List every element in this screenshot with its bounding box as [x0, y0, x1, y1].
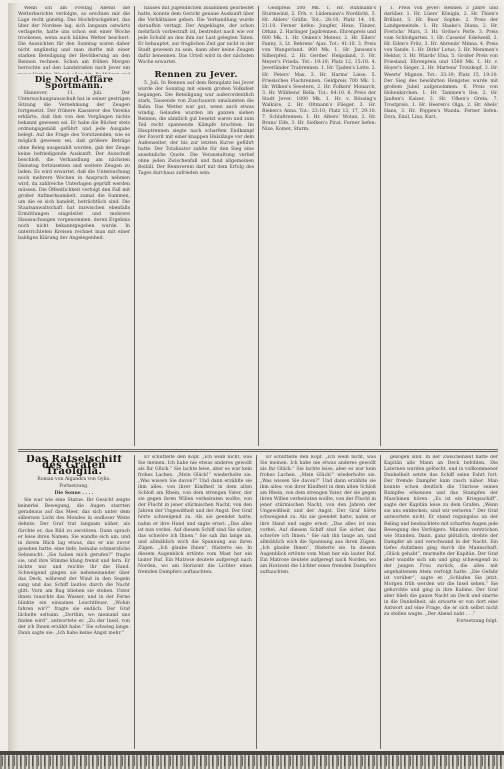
roman-text: gezogen sind. In der Zwischenzeit hatte der Kapitän alle Mann an Deck befohlen. Die Laternen wurden gelöscht, und in vollkommener Dunkelheit setzte das Schiff seine Fahrt fort. Der fremde Dampfer kam rasch näher. Man konnte schon deutlich die Umrisse seines Rumpfes erkennen und das Stampfen der Maschinen hören. „Es ist ein Kriegsschiff“, sagte der Kapitän leise zu dem Grafen. „Wenn sie uns entdecken, sind wir verloren.“ Der Graf antwortete nicht. Er stand regungslos an der Reling und beobachtete mit scharfen Augen jede Bewegung des Verfolgers. Minuten verstrichen wie Stunden. Dann, ganz plötzlich, drehte der Dampfer ab und verschwand in der Nacht. Ein tiefes Aufatmen ging durch die Mannschaft. „Glück gehabt“, murmelte der Kapitän. Der Graf aber wandte sich um und ging schweigend zu der jungen Frau zurück, die alles mit angehaltenem Atem verfolgt hatte. „Die Gefahr ist vorüber“, sagte er. „Schlafen Sie jetzt. Morgen früh werden wir die Insel sehen.“ Sie gehorchte und ging in ihre Kabine. Der Graf aber blieb die ganze Nacht an Deck und starrte in die Dunkelheit, als erwarte er von dort eine Antwort auf eine Frage, die er sich selbst nicht zu stellen wagte. „Der Abend naht . . .“ [384, 455, 498, 618]
article-text: Hannover, 11. Juli. Der Untersuchungsausschuß hat in seiner gestrigen Sitzung die Vernehmung der Zeugen fortgesetzt. Der frühere Kassierer des Vereins erklärte, daß ihm von den Vorgängen nichts bekannt gewesen sei. Er habe die Bücher stets ordnungsgemäß geführt und jede Ausgabe belegt. Auf die Frage des Vorsitzenden, wie es möglich gewesen sei, daß größere Beträge ohne Beleg ausgezahlt wurden, gab der Zeuge keine befriedigende Auskunft. Der Ausschuß beschloß, die Verhandlung am nächsten Dienstag fortzusetzen und weitere Zeugen zu laden. Es wird erwartet, daß die Untersuchung noch mehrere Wochen in Anspruch nehmen wird, da zahlreiche Unterlagen geprüft werden müssen. Die Öffentlichkeit verfolgt den Fall mit großer Aufmerksamkeit, zumal die Summen, um die es sich handelt, beträchtlich sind. Die Staatsanwaltschaft hat inzwischen ebenfalls Ermittlungen eingeleitet und mehrere Haussuchungen vorgenommen, deren Ergebnis noch nicht bekanntgegeben wurde. In unterrichteten Kreisen rechnet man mit einer baldigen Klärung der Angelegenheit. [18, 91, 130, 242]
roman-text: Er schüttelte den Kopf. „Ich weiß nicht, was Sie meinen. Ich habe nie etwas anderes gewollt als Ihr Glück.“ Sie lachte leise, aber es war kein frohes Lachen. „Mein Glück!“ wiederholte sie. „Was wissen Sie davon?“ Und dann erzählte sie ihm alles: von ihrer Kindheit in dem alten Schloß am Rhein, von dem strengen Vater, der sie gegen ihren Willen verheiraten wollte, von der Flucht in jener stürmischen Nacht, von den Jahren der Ungewißheit und der Angst. Der Graf hörte schweigend zu. Als sie geendet hatte, nahm er ihre Hand und sagte ernst: „Das alles ist nun vorbei. Auf diesem Schiff sind Sie sicher, das schwöre ich Ihnen.“ Sie sah ihn lange an, und allmählich wich die Spannung aus ihren Zügen. „Ich glaube Ihnen“, flüsterte sie. In diesem Augenblick ertönte vom Mast her ein lauter Ruf. Ein Matrose deutete aufgeregt nach Norden, wo am Horizont die Lichter eines fremden Dampfers auftauchten. [260, 455, 376, 575]
roman-part: Fortsetzung. [59, 484, 89, 490]
feuilleton-column-3 [260, 455, 376, 749]
column-rule [256, 455, 257, 749]
column-2 [138, 6, 254, 446]
race-results: 1. Preis von Jever: Rennen 3 Jahre und darüber. 1. Hr. Lüers' Königin, 2. Hr. Thien's Brillant, 3. Hr. Buss' Sophie. 2. Preis der Landgemeinde. 1. Hr. Haake's Diana, 2. Hr. Frerichs' Mars, 3. Hr. Gröne's Perle. 3. Preis vom Schloßgarten. 1. Hr. Cassens' Edelweiß, 2. Hr. Eden's Fritz, 3. Hr. Ahrends' Minna. 4. Preis von Sande. 1. Hr. Dirks' Lotus, 2. Hr. Memmen's Hektor, 3. Hr. Wiards' Elsa. 5. Großer Preis von Friesland. Ehrenpreis und 1500 Mk. 1. Hr. v. Hoyer's Sieger, 2. Hr. Martens' Trotzkopf, 3. Hr. Weerts' Mignon. Tot.: 33:10; Platz 15, 19:10. Der Sieg des bewährten Hengstes wurde mit großem Jubel aufgenommen. 6. Preis von Hohenkirchen. 1. Hr. Tammen's Ilse, 2. Hr. Janßen's Kaiser, 3. Hr. Ufken's Greta. 7. Trostpreis. 1. Hr. Heeren's Olga, 2. Hr. Abels' Hans, 3. Hr. Poppen's Wanda. Ferner liefen: Dora, Emil, Lina, Kurt. [384, 6, 498, 120]
roman-text: Er schüttelte den Kopf. „Ich weiß nicht, was Sie meinen. Ich habe nie etwas anderes gewollt als Ihr Glück.“ Sie lachte leise, aber es war kein frohes Lachen. „Mein Glück!“ wiederholte sie. „Was wissen Sie davon?“ Und dann erzählte sie ihm alles: von ihrer Kindheit in dem alten Schloß am Rhein, von dem strengen Vater, der sie gegen ihren Willen verheiraten wollte, von der Flucht in jener stürmischen Nacht, von den Jahren der Ungewißheit und der Angst. Der Graf hörte schweigend zu. Als sie geendet hatte, nahm er ihre Hand und sagte ernst: „Das alles ist nun vorbei. Auf diesem Schiff sind Sie sicher, das schwöre ich Ihnen.“ Sie sah ihn lange an, und allmählich wich die Spannung aus ihren Zügen. „Ich glaube Ihnen“, flüsterte sie. In diesem Augenblick ertönte vom Mast her ein lauter Ruf. Ein Matrose deutete aufgeregt nach Norden, wo am Horizont die Lichter eines fremden Dampfers auftauchten. [138, 455, 252, 575]
column-1-top [18, 6, 130, 74]
roman-chapter: Die Sonne . . . . [54, 491, 94, 497]
column-rule [134, 6, 135, 446]
roman-subtitle: Roman von Algandra von Gyllo. [37, 477, 111, 483]
article-text: hauses mit Jugendlichen zusammen gearbeitet hatte, konnte dem Gericht genaue Auskunft über die Verhältnisse geben. Die Verhandlung wurde daraufhin vertagt. Der Angeklagte, der schon mehrfach vorbestraft ist, bestreitet nach wie vor jede Schuld an den ihm zur Last gelegten Taten. Er behauptet, zur fraglichen Zeit gar nicht in der Stadt gewesen zu sein, kann aber keine Zeugen dafür benennen. Das Urteil wird in der nächsten Woche erwartet. [138, 6, 254, 66]
measurement-scale [2, 756, 502, 766]
feuilleton-divider-2 [18, 451, 498, 452]
article-text: 5. Juli. In Rennen auf dem Rennplatz bei Jever wurde der Sonntag mit einem großen Volksfest begangen. Die Beteiligung war außerordentlich stark, Tausende von Zuschauern umsäumten die Bahn. Das Wetter war gut, wenn auch etwas windig. Gelaufen wurden im ganzen sieben Rennen, die sämtlich gut besetzt waren und zum Teil recht spannende Kämpfe brachten. Im Hauptrennen siegte nach scharfem Endkampf der Favorit mit einer knappen Halslänge vor dem Außenseiter, der bis zur letzten Kurve geführt hatte. Der Totalisator zahlte für den Sieg eine ansehnliche Quote. Die Veranstaltung verlief ohne jeden Zwischenfall und fand allgemeinen Beifall. Der Rennverein darf mit dem Erfolg des Tages durchaus zufrieden sein. [138, 80, 254, 177]
column-3 [262, 6, 376, 446]
roman-title: Das Rätselschiff des Grafen Traolgila. [26, 455, 122, 478]
feuilleton-column-4 [384, 455, 498, 749]
column-rule [258, 6, 259, 446]
headline-nordafrika: Die Nord-Affäre Sportmann. [34, 75, 114, 92]
column-rule [380, 6, 381, 446]
roman-text: Sie war wie eine Statue. Ihr Gesicht zeigte keinerlei Bewegung, die Augen starrten geradeaus auf das Meer, das sich unter dem silbernen Licht des Mondes in endloser Weite dehnte. Der Graf trat langsam näher, als fürchte er, das Bild zu zerstören. Dann sprach er leise ihren Namen. Sie wandte sich um, und in ihrem Blick lag etwas, das er nie zuvor gesehen hatte: eine tiefe, beinahe schmerzliche Sehnsucht. „Sie haben mich gerufen?“ fragte sie, und ihre Stimme klang fremd und fern. Er nickte nur und reichte ihr die Hand. Schweigend gingen sie nebeneinander über das Deck, während der Wind in den Segeln sang und das Schiff lautlos durch die Nacht glitt. Vorn am Bug blieben sie stehen. Unter ihnen rauschte das Wasser, und in der Ferne blinkte ein einsames Leuchtfeuer. „Wohin fahren wir?“ fragte sie endlich. Der Graf lächelte seltsam. „Dorthin, wo niemand uns finden wird“, antwortete er. „Zu der Insel, von der ich Ihnen erzählt habe.“ Sie schwieg lange. Dann sagte sie: „Ich habe keine Angst mehr.“ [18, 498, 130, 637]
headline-rennen-jever: Rennen zu Jever. [154, 70, 238, 81]
microfilm-edge [0, 751, 504, 755]
feuilleton-divider [18, 449, 498, 450]
column-1 [18, 75, 130, 447]
column-rule [380, 455, 381, 749]
newspaper-page [8, 3, 502, 751]
column-4 [384, 6, 498, 446]
race-results: Geldpreis 500 Mk. 1. Hr. Rühmann's Sturmwind, 2. Frh. v. Lüdemann's Nordlicht, 3. Hr. Ahlers' Gräfin. Tot.: 28:10; Platz 14, 18, 21:10. Ferner liefen: Jungfer, Hexe, Tänzer, Orkan. 2. Harlinger Jagdrennen. Ehrenpreis und 600 Mk. 1. Hr. Onken's Meteor, 2. Hr. Eilers' Fanny, 3. Lt. Behrens' Ajax. Tot.: 41:10. 3. Preis von Wangerland. 800 Mk. 1. Hr. Janssen's Silberpfeil, 2. Hr. Gerdes' Helgoland, 3. Hr. Meyer's Frieda. Tot.: 19:10; Platz 12, 15:10. 4. Jeverländer Trabrennen. 1. Hr. Tjaden's Lotte, 2. Hr. Peters' Max, 3. Hr. Harms' Liese. 5. Friesisches Flachrennen. Geldpreis 700 Mk. 1. Hr. Wilken's Seestern, 2. Hr. Folkers' Monarch, 3. Hr. Wübbens' Bella. Tot.: 64:10. 6. Preis der Stadt Jever. 1000 Mk. 1. Hr. v. Rössing's Walküre, 2. Hr. Oltmann's Flieger, 3. Hr. Rieken's Anna. Tot.: 23:10; Platz 13, 17, 29:10. 7. Schlußrennen. 1. Hr. Albers' Wotan, 2. Hr. Bruns' Elfe, 3. Hr. Siefken's Pirat. Ferner liefen: Nixe, Komet, Sturm. [262, 6, 376, 132]
feuilleton-column-2 [138, 455, 252, 749]
feuilleton-column-1 [18, 455, 130, 749]
page-fold-shadow [8, 3, 18, 751]
column-rule [134, 455, 135, 749]
continuation-note: Fortsetzung folgt. [456, 619, 498, 625]
article-text: Wenn ich am Freitag Abend die Wetterberichte verfolgte, so erschien mir die Lage recht günstig. Das Hochdruckgebiet, das über der Nordsee lag, sich langsam ostwärts verlagerte, hatte uns schon seit einer Woche trockenes, wenn auch kühles Wetter beschert. Die Aussichten für den Sonntag waren daher nicht ungünstig und man durfte mit einer starken Beteiligung der Bevölkerung an den Rennen rechnen. Schon am frühen Morgen herrschte auf den Landstraßen nach Jever ein [18, 6, 130, 72]
